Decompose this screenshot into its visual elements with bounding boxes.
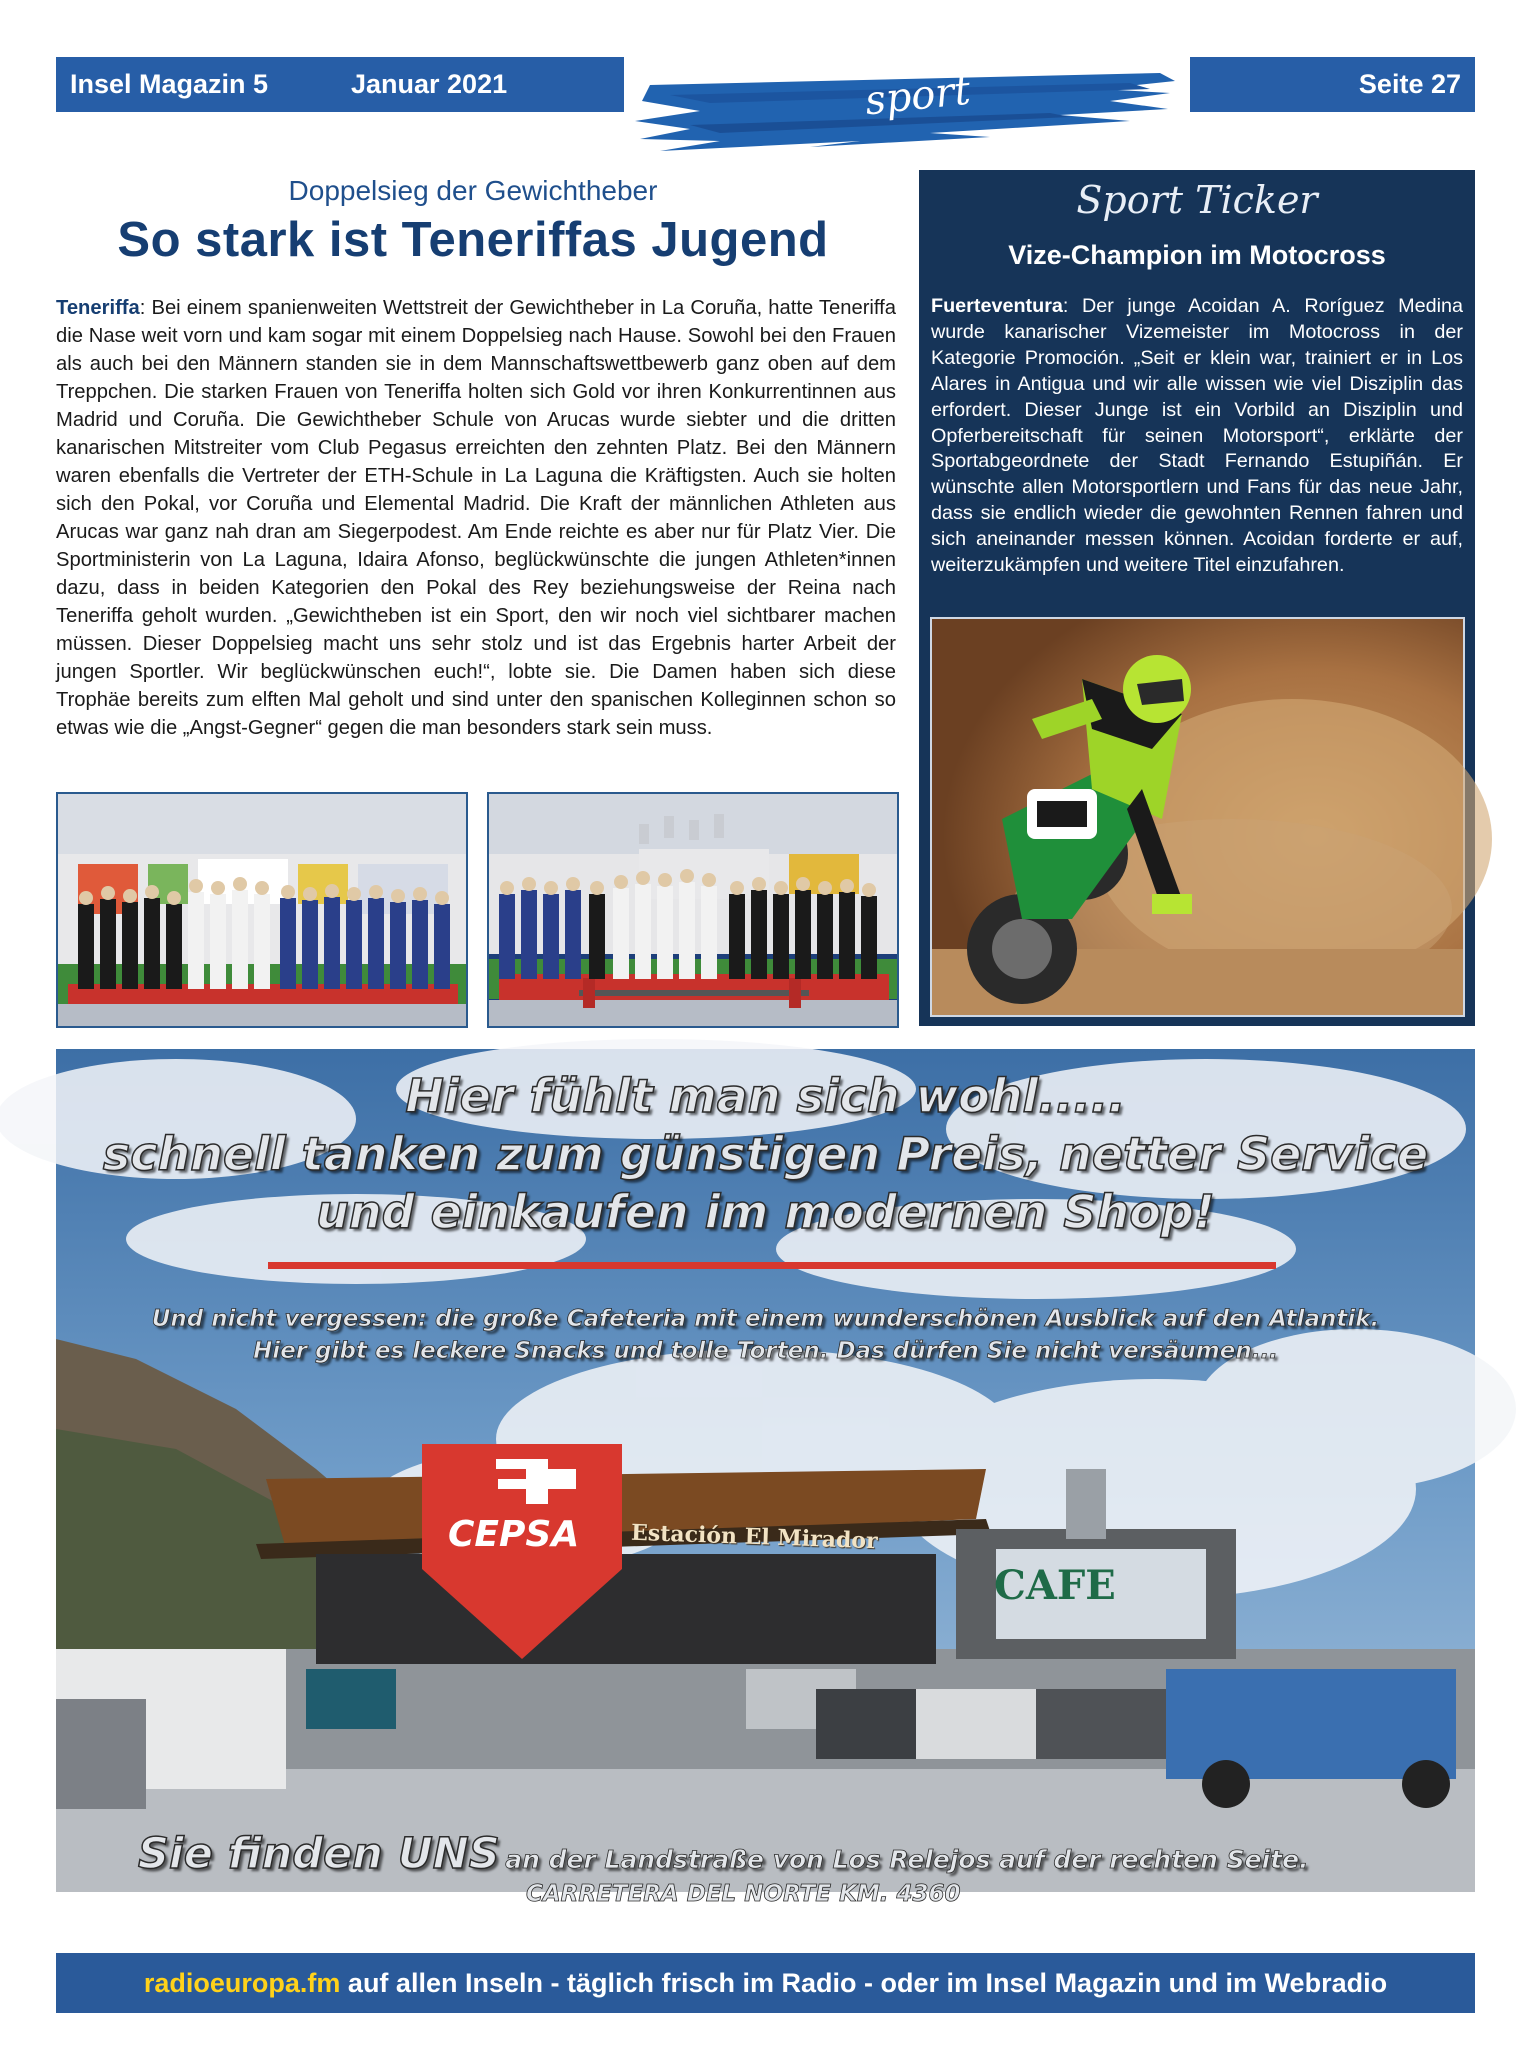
issue-date: Januar 2021	[351, 69, 508, 99]
ad-location-small: an der Landstraße von Los Relejos auf der rechten Seite.	[505, 1845, 1309, 1874]
article-text: : Bei einem spanienweiten Wettstreit der Gewichtheber in La Coruña, hatte Teneriffa die Nase weit vorn und kam sogar mit einem Doppelsieg nach Hause. Sowohl bei den Frauen als auch bei den Männern standen sie in dem Mannschaftswettbewerb ganz oben auf dem Treppchen. Die starken Frauen von Teneriffa holten sich Gold vor ihren Konkurrentinnen aus Madrid und Coruña. Die Gewichtheber Schule von Arucas wurde siebter und die dritten kanarischen Mitstreiter vom Club Pegasus erreichten den zehnten Platz. Bei den Männern waren ebenfalls die Vertreter der ETH-Schule in La Laguna die Kräftigsten. Auch sie holten sich den Pokal, vor Coruña und Elemental Madrid. Die Kraft der männlichen Athleten aus Arucas war ganz nah dran am Siegerpodest. Am Ende reichte es aber nur für Platz Vier. Die Sportministerin von La Laguna, Idaira Afonso, beglückwünschte die jungen Athleten*innen dazu, dass in beiden Kategorien den Pokal des Rey beziehungsweise der Reina nach Teneriffa geholt wurden. „Gewichtheben ist ein Sport, den wir noch viel sichtbarer machen müssen. Dieser Doppelsieg macht uns sehr stolz und ist das Ergebnis harter Arbeit der jungen Sportler. Wir beglückwünschen euch!“, lobte sie. Die Damen haben sich diese Trophäe bereits zum elften Mal geholt und sind unter den spanischen Kolleginnen schon so etwas wie die „Angst-Gegner“ gegen die man besonders stark sein muss.	[56, 297, 896, 739]
ad-headline-line3: und einkaufen im modernen Shop!	[316, 1185, 1215, 1239]
cepsa-logo-text: CEPSA	[448, 1514, 580, 1555]
ad-location	[138, 1829, 1309, 1879]
sport-ticker-box	[919, 170, 1475, 1026]
weightlifting-men-photo	[487, 792, 899, 1028]
section-brush	[630, 55, 1180, 155]
motocross-photo	[930, 617, 1465, 1017]
ad-divider	[268, 1262, 1276, 1269]
magazine-name: Insel Magazin 5	[70, 69, 269, 99]
article-kicker: Doppelsieg der Gewichtheber	[288, 175, 658, 206]
footer-banner	[56, 1953, 1475, 2013]
ad-headline-line2: schnell tanken zum günstigen Preis, netter Service	[102, 1127, 1429, 1181]
ad-subtext	[56, 1303, 1475, 1367]
page-number: Seite 27	[1358, 69, 1461, 99]
article-dateline: Teneriffa	[56, 297, 140, 319]
ad-subtext-line2: Hier gibt es leckere Snacks und tolle Torten. Das dürfen Sie nicht versäumen...	[253, 1338, 1278, 1364]
ticker-headline: Vize-Champion im Motocross	[1008, 240, 1386, 270]
ad-headline	[56, 1067, 1475, 1241]
ad-headline-line1: Hier fühlt man sich wohl.....	[405, 1069, 1126, 1123]
ticker-dateline: Fuerteventura	[931, 295, 1063, 317]
cepsa-advertisement	[56, 1049, 1475, 1907]
article-body	[56, 294, 896, 742]
header-bar-left	[56, 57, 624, 112]
article-headline: So stark ist Teneriffas Jugend	[117, 213, 829, 267]
section-label: sport	[862, 67, 973, 125]
weightlifting-women-photo	[56, 792, 468, 1028]
ad-subtext-line1: Und nicht vergessen: die große Cafeteria mit einem wunderschönen Ausblick auf den Atlantik.	[151, 1306, 1380, 1332]
footer-website: radioeuropa.fm	[143, 1968, 341, 1998]
header-bar-right	[1190, 57, 1475, 112]
station-sign: Estación El Mirador	[630, 1519, 879, 1555]
ticker-text: : Der junge Acoidan A. Roríguez Medina wurde kanarischer Vizemeister im Motocross in der Kategorie Promoción. „Seit er klein war, trainiert er in Los Alares in Antigua und wir alle wissen wie viel Disziplin das erfordert. Dieser Junge ist ein Vorbild an Disziplin und Opferbereitschaft für seinen Motorsport“, erklärte der Sportabgeordnete der Stadt Fernando Estupiñán. Er wünschte allen Motorsportlern und Fans für das neue Jahr, dass sie endlich wieder die gewohnten Rennen fahren und sich aneinander messen können. Acoidan forderte er auf, weiterzukämpfen und weitere Titel einzufahren.	[931, 295, 1463, 577]
footer-text: auf allen Inseln - täglich frisch im Radio - oder im Insel Magazin und im Webradio	[340, 1968, 1388, 1998]
ad-address: CARRETERA DEL NORTE KM. 4360	[526, 1881, 961, 1907]
ad-location-big: Sie finden UNS	[138, 1829, 500, 1879]
ticker-title: Sport Ticker	[1076, 178, 1318, 222]
cafe-sign: CAFE	[994, 1562, 1116, 1609]
ticker-body	[931, 294, 1463, 579]
